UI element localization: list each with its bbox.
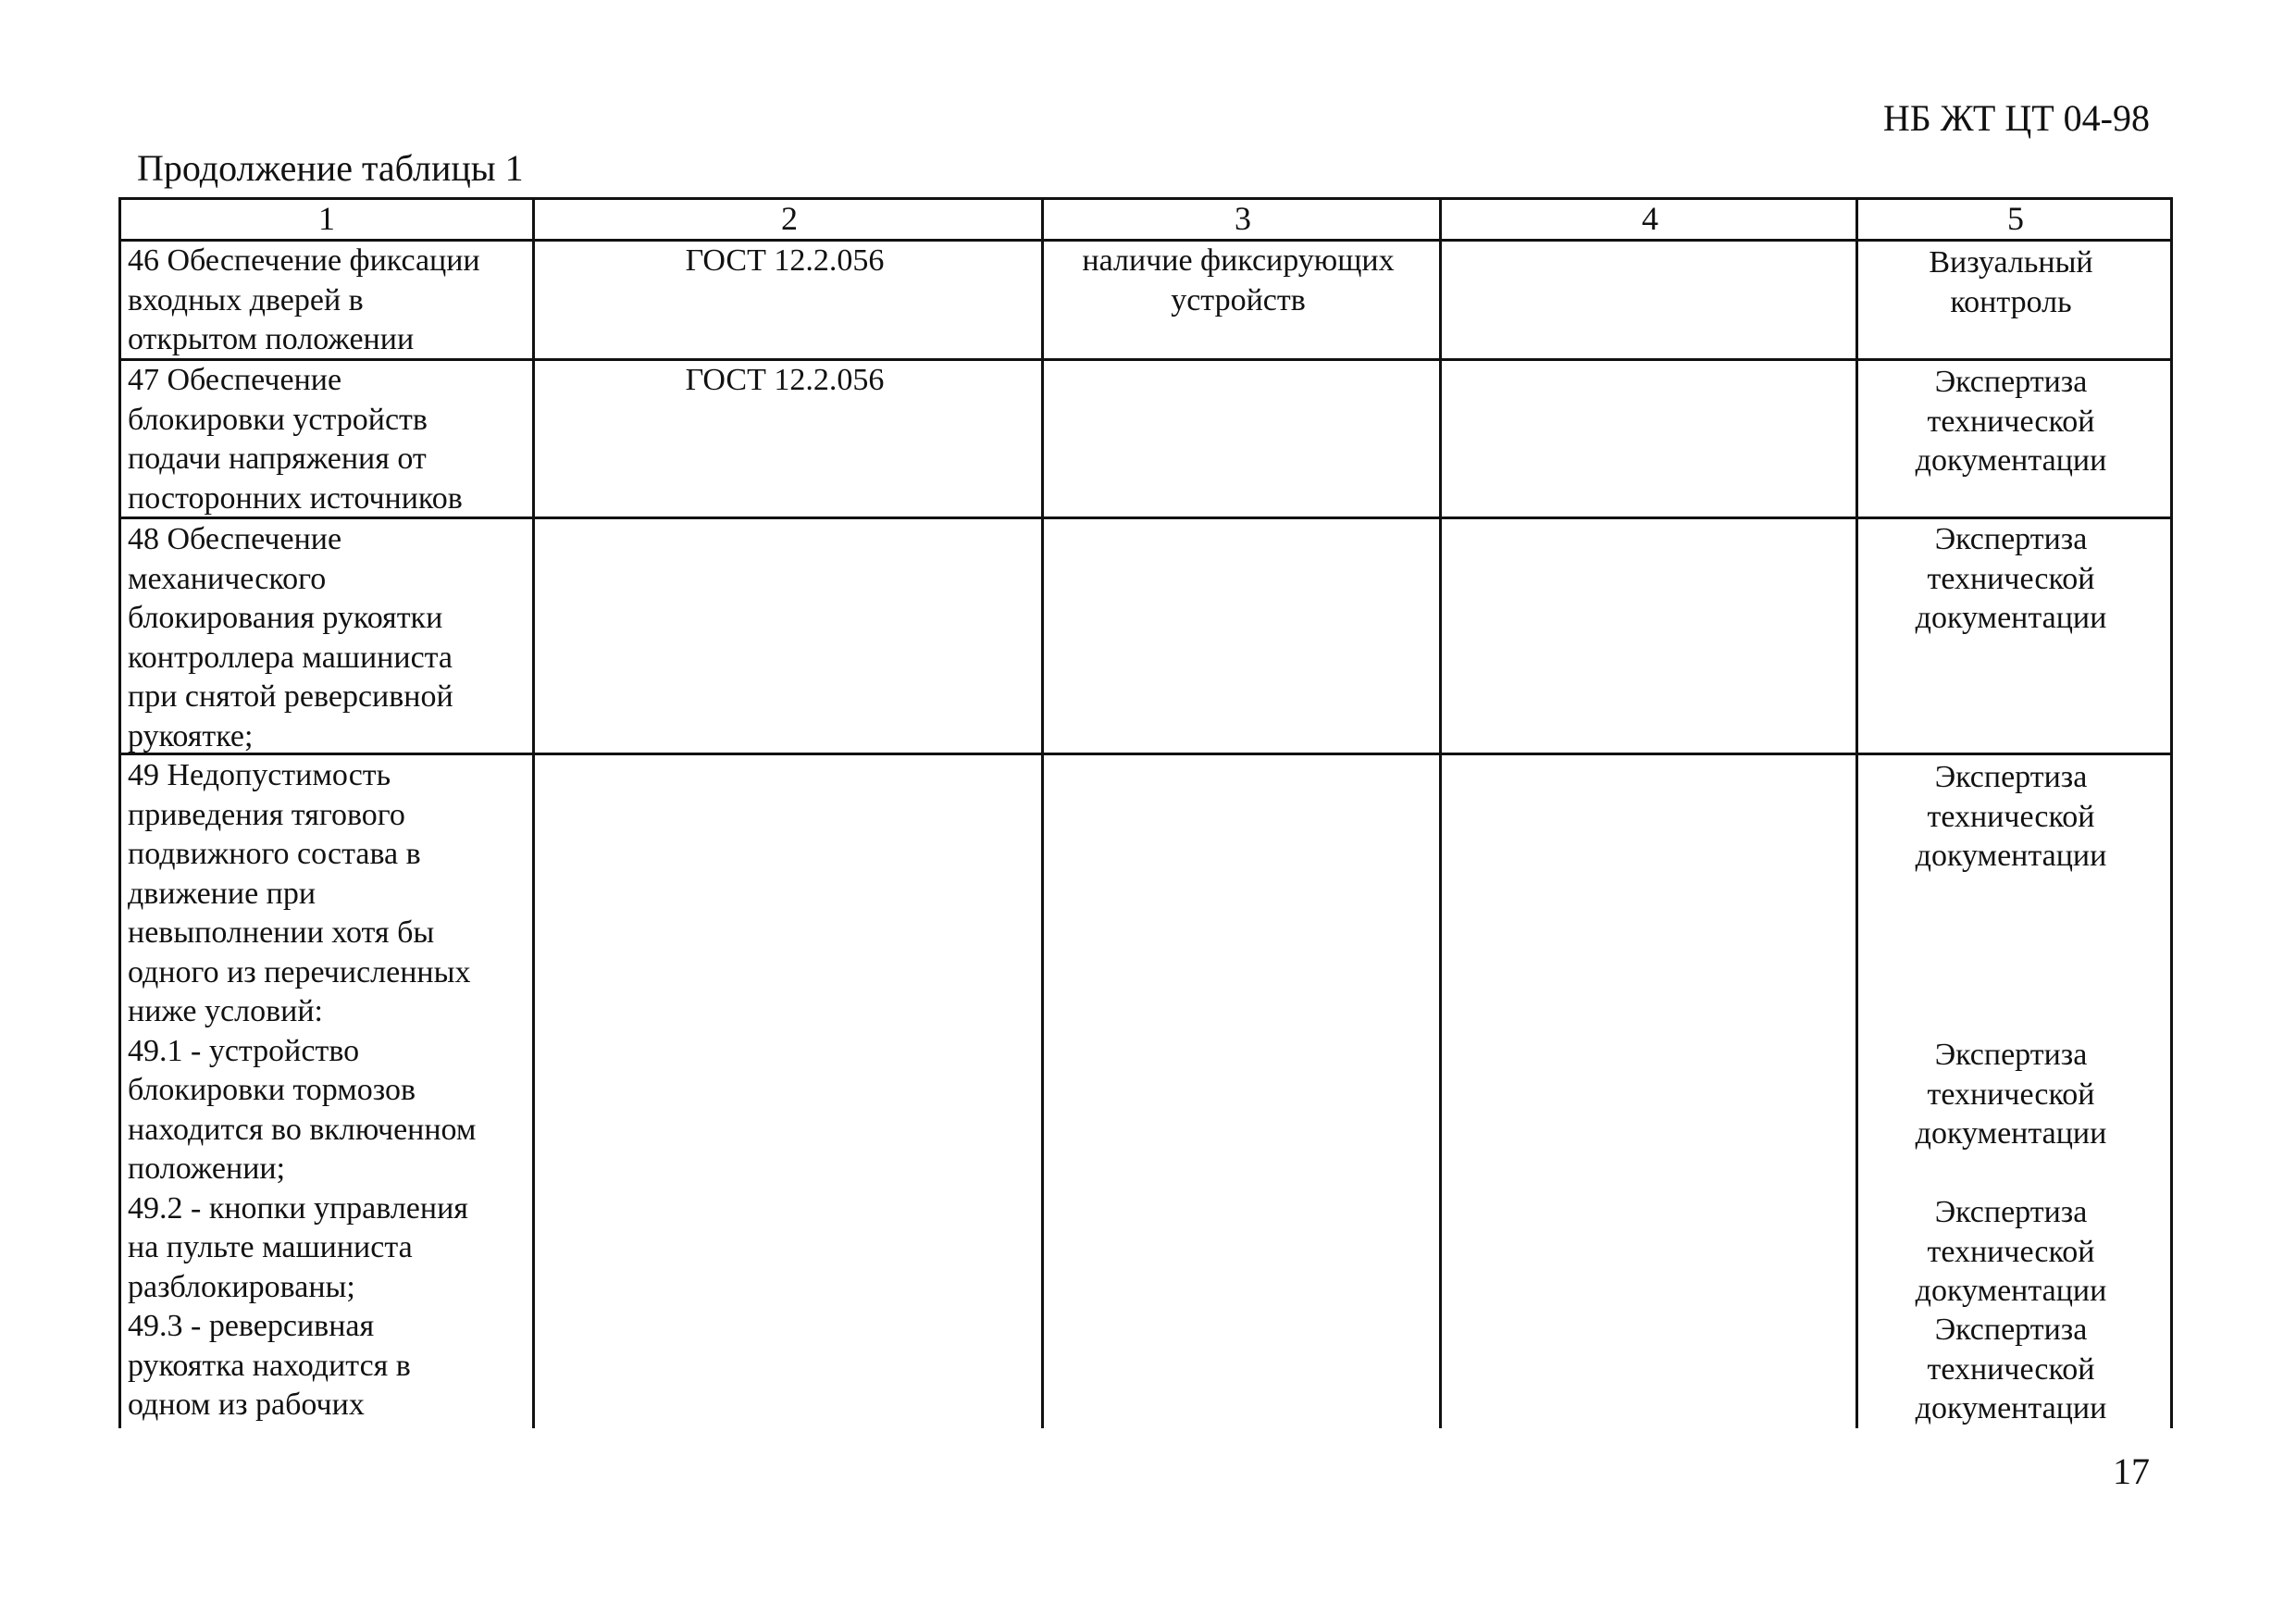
requirement-text: 49 Недопустимость приведения тягового подвижного состава в движение при невыполнении хотя бы одного из перечисленных ниже условий: 49.1 - устройство блокировки тормозов находится во включенном положении; 49.2 - кнопки управления на пульте машиниста разблокированы; 49.3 - реверсивная рукоятка находится в одном из рабочих <box>128 758 477 1422</box>
requirement-text: 46 Обеспечение фиксации входных дверей в открытом положении <box>128 243 480 356</box>
control-method: Экспертиза технической документации <box>1915 1313 2107 1425</box>
control-method: Визуальный контроль <box>1929 245 2093 319</box>
table-border-top <box>118 197 2173 200</box>
page-number: 17 <box>2113 1450 2150 1492</box>
control-method: Экспертиза технической документации <box>1915 522 2107 635</box>
control-method: Экспертиза технической документации <box>1915 760 2107 873</box>
requirement-text: 48 Обеспечение механического блокирования рукоятки контроллера машиниста при снятой реверсивной рукоятке; <box>128 522 453 753</box>
column-number-3: 3 <box>1235 200 1251 237</box>
column-number-4: 4 <box>1642 200 1658 237</box>
column-divider-2 <box>1041 197 1044 1428</box>
control-method: Экспертиза технической документации <box>1915 365 2107 478</box>
doc-code: НБ ЖТ ЦТ 04-98 <box>1882 97 2150 139</box>
table-border-right <box>2170 197 2173 1428</box>
standard-reference: ГОСТ 12.2.056 <box>685 363 885 397</box>
table-border-left <box>118 197 121 1428</box>
control-method: Экспертиза технической документации <box>1915 1195 2107 1308</box>
column-number-1: 1 <box>318 200 335 237</box>
table-caption: Продолжение таблицы 1 <box>137 147 524 189</box>
column-number-2: 2 <box>781 200 798 237</box>
requirements-table <box>118 197 2173 1428</box>
control-method: Экспертиза технической документации <box>1915 1038 2107 1151</box>
requirement-text: 47 Обеспечение блокировки устройств подачи напряжения от посторонних источников <box>128 363 463 516</box>
column-divider-3 <box>1439 197 1442 1428</box>
indicator-text: наличие фиксирующих устройств <box>1082 243 1395 317</box>
column-number-5: 5 <box>2007 200 2024 237</box>
standard-reference: ГОСТ 12.2.056 <box>685 243 885 278</box>
